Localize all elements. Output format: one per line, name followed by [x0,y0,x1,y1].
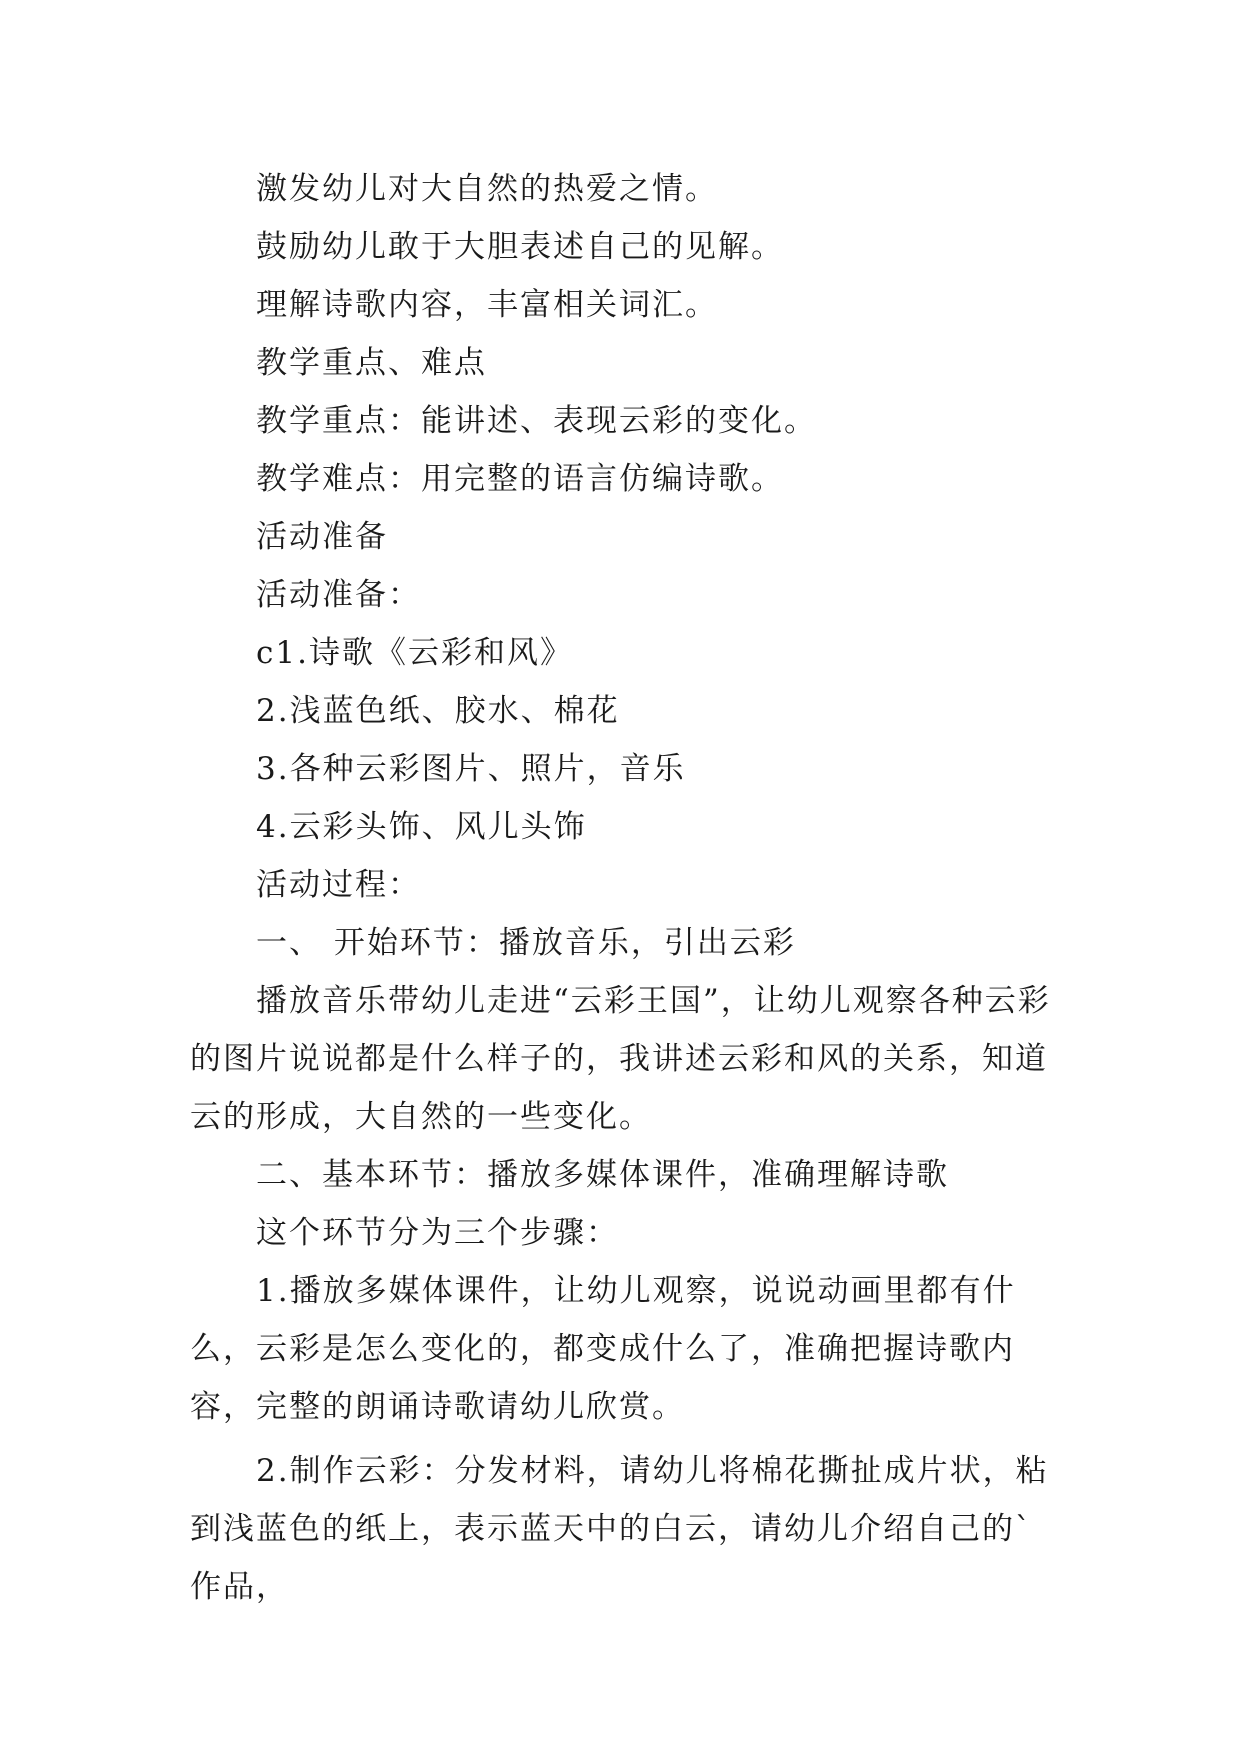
list-item-3: 3.各种云彩图片、照片，音乐 [256,751,686,787]
paragraph-preparation-label: 活动准备： [256,577,421,613]
paragraph-step-2-2: 2.制作云彩：分发材料，请幼儿将棉花撕扯成片状，粘到浅蓝色的纸上，表示蓝天中的白云，请幼儿介绍自己的`作品， [190,1453,1049,1605]
paragraph-step-2-1: 1.播放多媒体课件，让幼儿观察，说说动画里都有什么，云彩是怎么变化的，都变成什么了，准确把握诗歌内容，完整的朗诵诗歌请幼儿欣赏。 [190,1273,1016,1425]
list-item-2: 2.浅蓝色纸、胶水、棉花 [256,693,620,729]
step-heading-1: 一、 开始环节：播放音乐，引出云彩 [256,925,796,961]
paragraph-difficulty: 教学难点：用完整的语言仿编诗歌。 [256,461,784,497]
list-item-4: 4.云彩头饰、风儿头饰 [256,809,587,845]
section-heading-preparation: 活动准备 [256,519,388,555]
section-heading-process: 活动过程： [256,867,421,903]
paragraph-steps-intro: 这个环节分为三个步骤： [256,1215,619,1251]
paragraph-focus: 教学重点：能讲述、表现云彩的变化。 [256,403,817,439]
document-body [190,160,1060,1616]
paragraph-2: 鼓励幼儿敢于大胆表述自己的见解。 [256,229,784,265]
paragraph-1: 激发幼儿对大自然的热爱之情。 [256,171,718,207]
list-item-1: c1.诗歌《云彩和风》 [256,635,573,671]
step-heading-2: 二、基本环节：播放多媒体课件，准确理解诗歌 [256,1157,949,1193]
section-heading-focus: 教学重点、难点 [256,345,487,381]
paragraph-step-1: 播放音乐带幼儿走进“云彩王国”，让幼儿观察各种云彩的图片说说都是什么样子的，我讲述云彩和风的关系，知道云的形成，大自然的一些变化。 [190,983,1051,1135]
paragraph-3: 理解诗歌内容，丰富相关词汇。 [256,287,718,323]
